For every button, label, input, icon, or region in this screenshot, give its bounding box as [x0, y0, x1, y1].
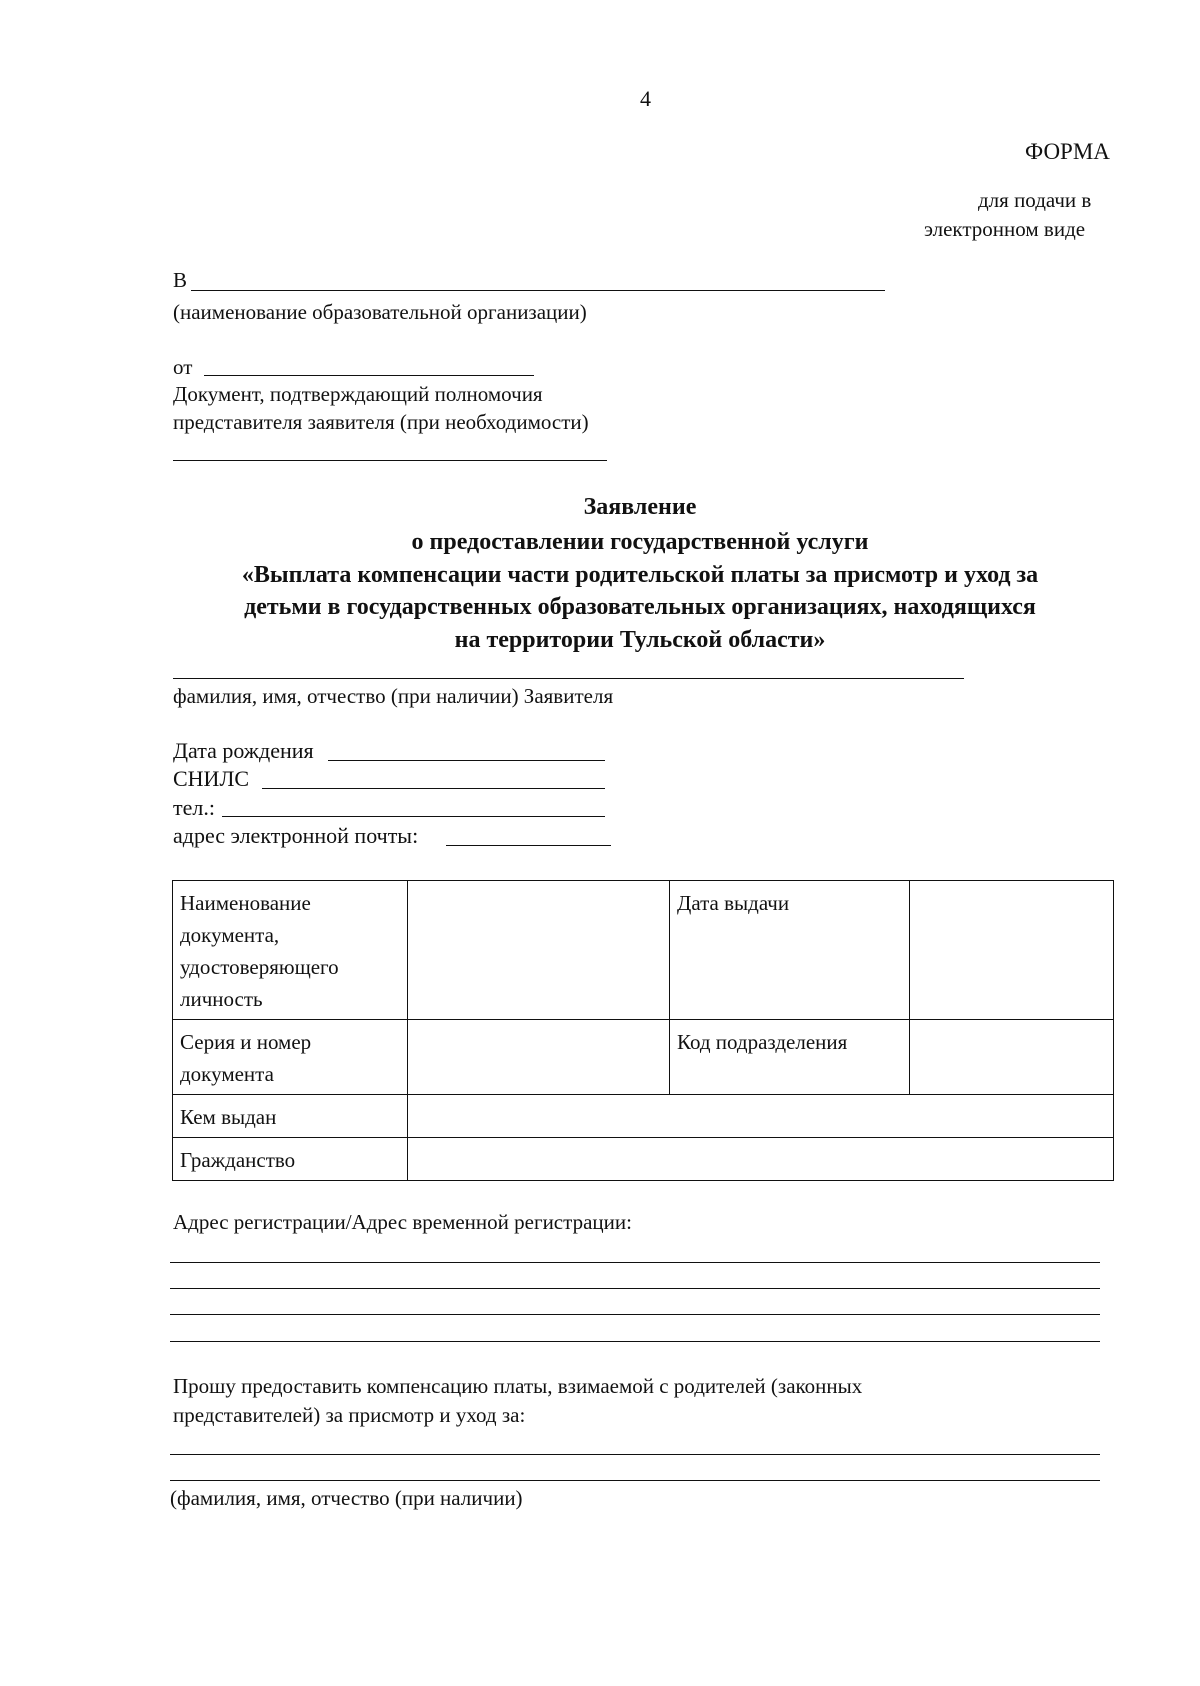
applicant-fio-caption: фамилия, имя, отчество (при наличии) Заявителя [173, 684, 614, 708]
citizenship-label [173, 1138, 408, 1181]
doc-name-label [173, 881, 408, 1020]
table-row [173, 1095, 1114, 1138]
snils-field[interactable] [262, 788, 605, 789]
statement-subtitle: о предоставлении государственной услуги [411, 529, 869, 555]
registration-address-line[interactable] [170, 1288, 1100, 1289]
form-note-line1: для подачи в [978, 188, 1092, 212]
authority-doc-line1: Документ, подтверждающий полномочия [173, 382, 543, 406]
form-note-line2: электронном виде [924, 217, 1086, 241]
table-row [173, 1138, 1114, 1181]
division-code-label [670, 1020, 910, 1095]
request-text-line2: представителей) за присмотр и уход за: [173, 1403, 526, 1427]
authority-doc-line[interactable] [173, 460, 607, 461]
child-name-line[interactable] [170, 1480, 1100, 1481]
page-number: 4 [640, 86, 651, 111]
service-name-line1: «Выплата компенсации части родительской платы за присмотр и уход за [241, 562, 1039, 588]
division-code-label-text: Код подразделения [677, 1030, 848, 1054]
phone-label: тел.: [173, 795, 215, 820]
series-number-label-line: Серия и номер [180, 1030, 312, 1054]
email-label: адрес электронной почты: [173, 823, 419, 848]
snils-label: СНИЛС [173, 766, 250, 791]
statement-title: Заявление [583, 494, 697, 520]
citizenship-value[interactable] [408, 1138, 1114, 1181]
email-field[interactable] [446, 845, 611, 846]
identity-document-table [172, 880, 1114, 1181]
registration-address-label: Адрес регистрации/Адрес временной регистрации: [173, 1210, 632, 1234]
series-number-label [173, 1020, 408, 1095]
applicant-fio-line[interactable] [173, 678, 964, 679]
child-name-line[interactable] [170, 1454, 1100, 1455]
registration-address-line[interactable] [170, 1314, 1100, 1315]
request-text-line1: Прошу предоставить компенсацию платы, взимаемой с родителей (законных [173, 1374, 863, 1398]
doc-name-label-line: Наименование [180, 891, 311, 915]
issue-date-value[interactable] [910, 881, 1114, 1020]
series-number-label-line: документа [180, 1062, 274, 1086]
form-label: ФОРМА [1025, 139, 1110, 164]
phone-field[interactable] [222, 816, 605, 817]
table-row [173, 1020, 1114, 1095]
division-code-value[interactable] [910, 1020, 1114, 1095]
organization-caption: (наименование образовательной организации) [173, 300, 587, 324]
issue-date-label-text: Дата выдачи [677, 891, 790, 915]
issue-date-label [670, 881, 910, 1020]
from-prefix: от [173, 355, 193, 379]
birth-date-field[interactable] [328, 760, 605, 761]
registration-address-line[interactable] [170, 1341, 1100, 1342]
child-fio-caption: (фамилия, имя, отчество (при наличии) [170, 1486, 523, 1510]
to-prefix: В [173, 268, 188, 292]
issued-by-label-text: Кем выдан [180, 1105, 277, 1129]
doc-name-value[interactable] [408, 881, 670, 1020]
registration-address-line[interactable] [170, 1262, 1100, 1263]
service-name-line2: детьми в государственных образовательных организациях, находящихся [244, 594, 1036, 620]
applicant-name-line[interactable] [204, 375, 534, 376]
service-name-line3: на территории Тульской области» [454, 627, 826, 653]
series-number-value[interactable] [408, 1020, 670, 1095]
issued-by-value[interactable] [408, 1095, 1114, 1138]
citizenship-label-text: Гражданство [180, 1148, 296, 1172]
organization-name-line[interactable] [191, 290, 885, 291]
issued-by-label [173, 1095, 408, 1138]
doc-name-label-line: удостоверяющего [180, 955, 339, 979]
authority-doc-line2: представителя заявителя (при необходимости) [173, 410, 589, 434]
doc-name-label-line: личность [180, 987, 263, 1011]
birth-date-label: Дата рождения [173, 738, 314, 763]
doc-name-label-line: документа, [180, 923, 280, 947]
table-row [173, 881, 1114, 1020]
